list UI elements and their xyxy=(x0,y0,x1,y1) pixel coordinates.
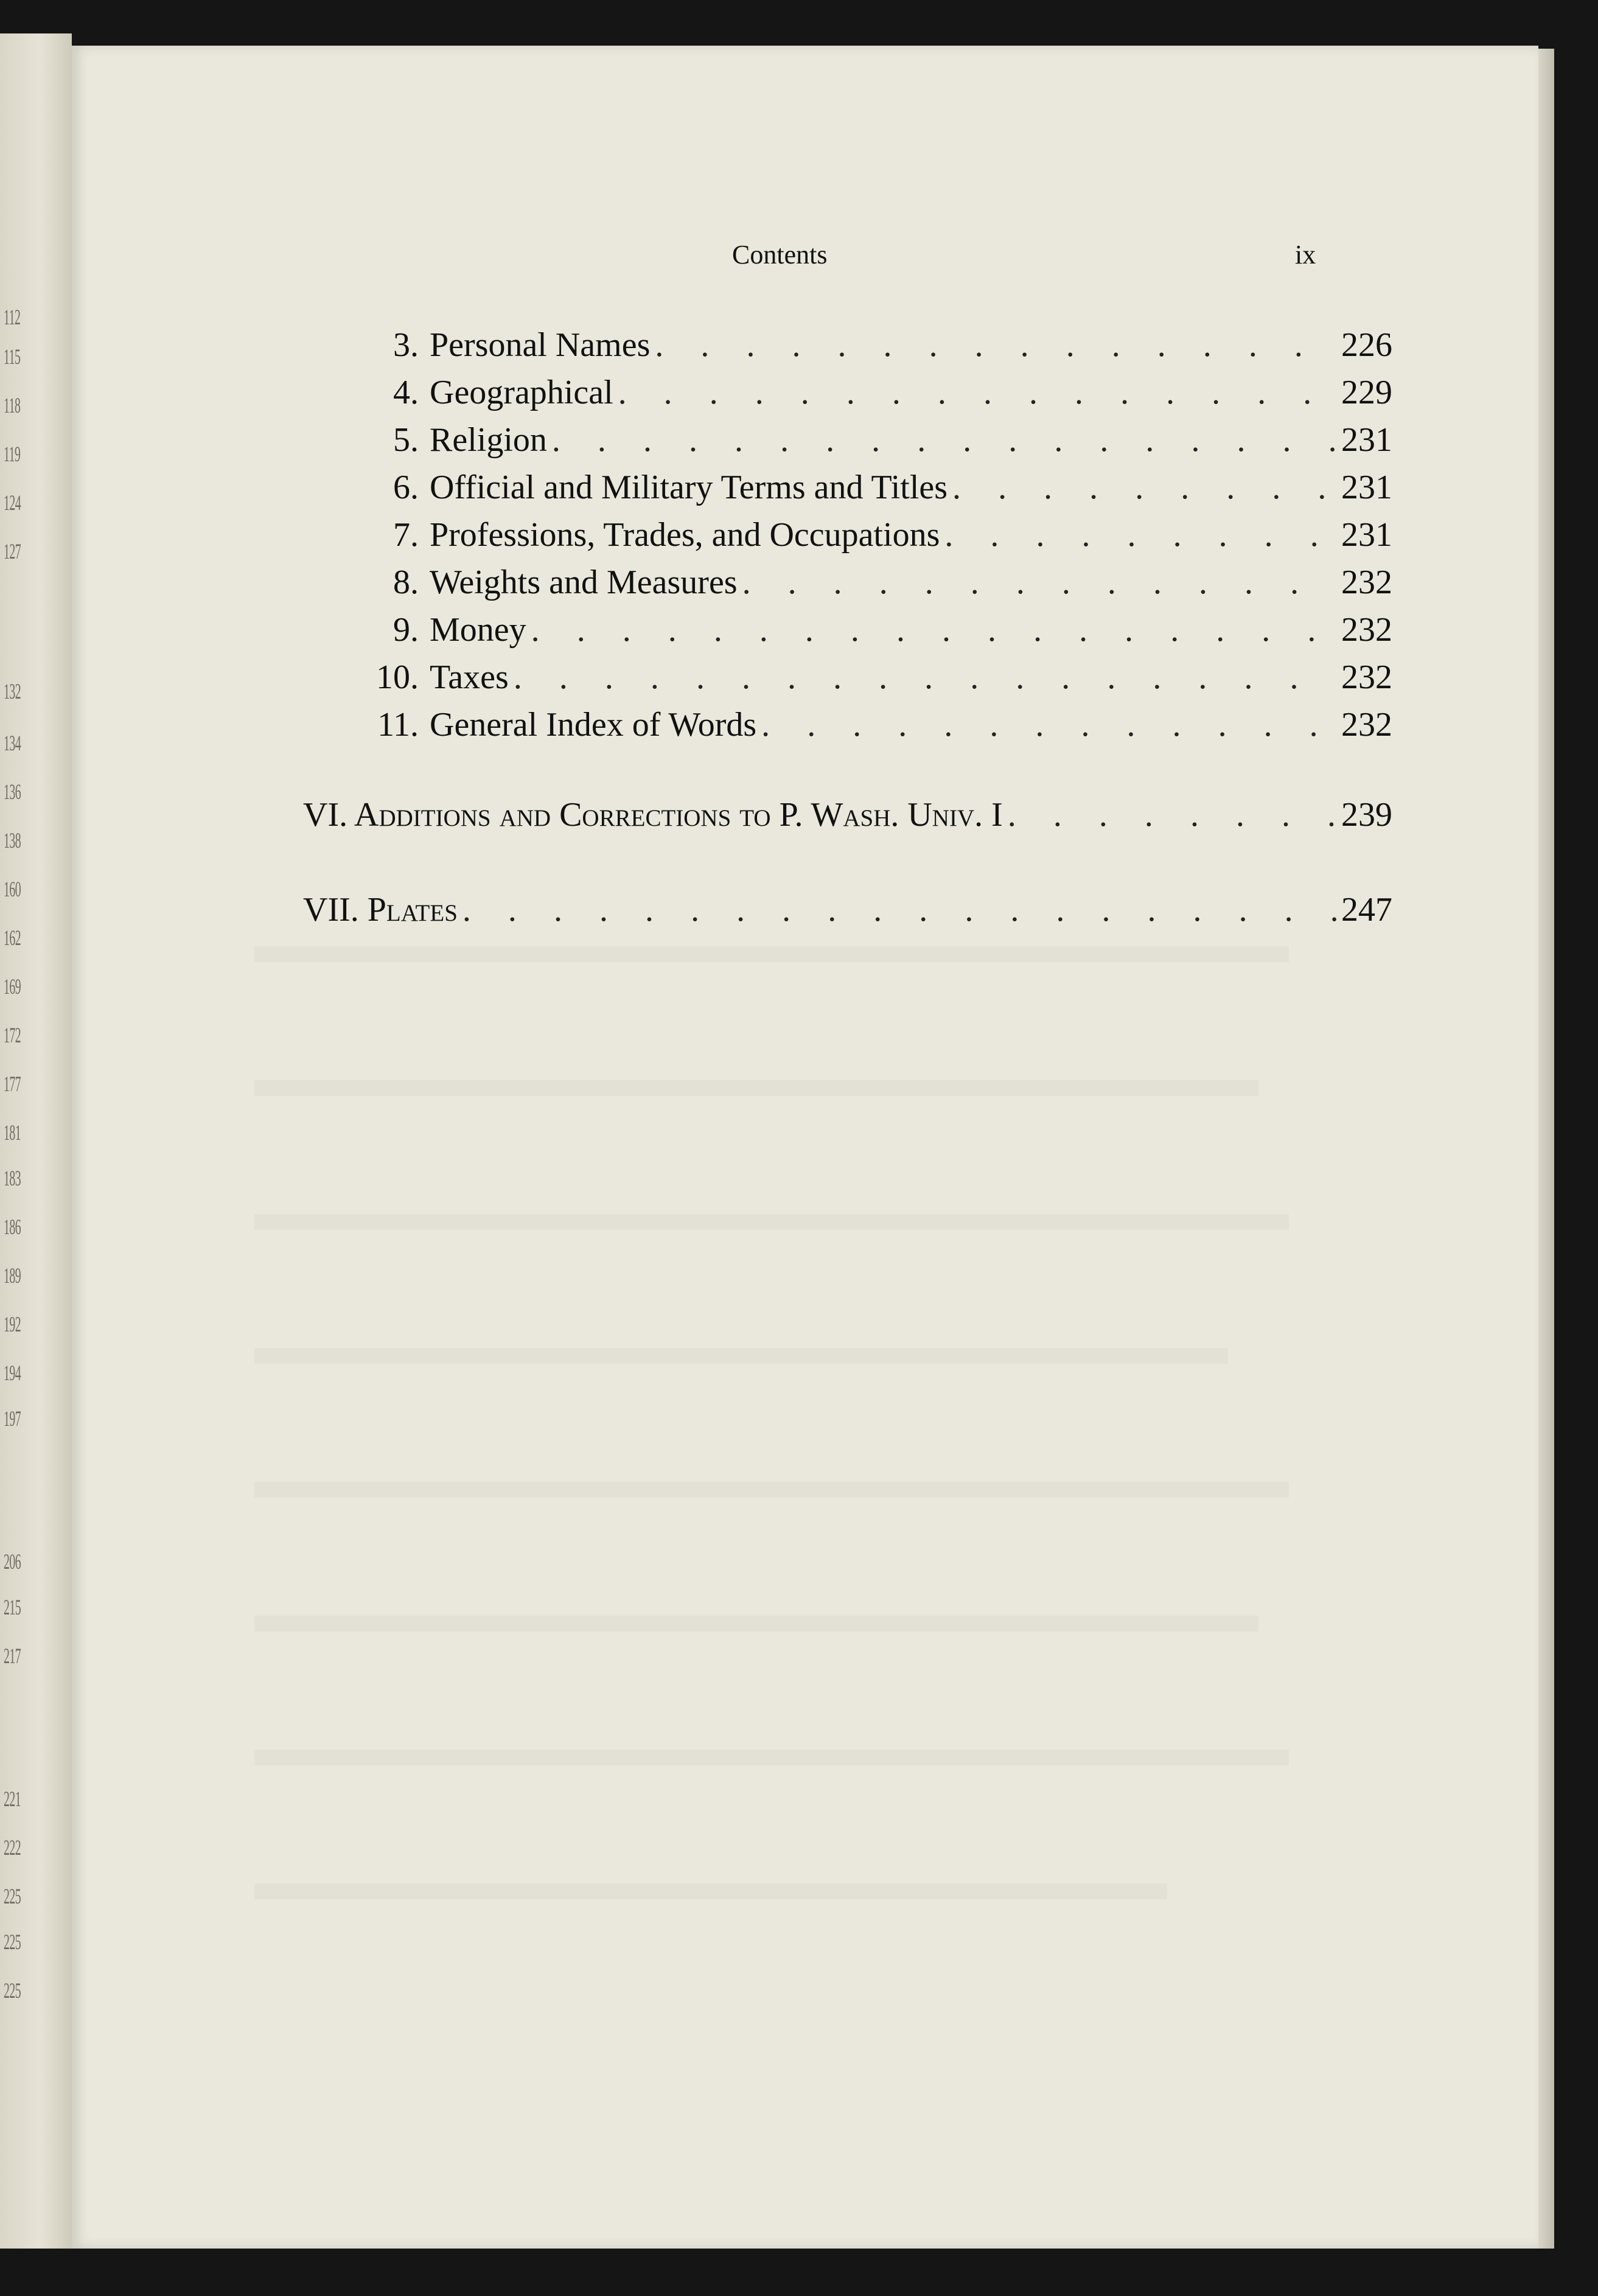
toc-entry-page: 231 xyxy=(1341,421,1392,459)
toc-entry-page: 232 xyxy=(1341,564,1392,601)
toc-entry-label: General Index of Words xyxy=(430,706,757,744)
margin-number: 169 xyxy=(4,974,21,999)
toc-entry xyxy=(364,326,1392,368)
margin-number: 124 xyxy=(4,490,21,515)
page-number: ix xyxy=(1295,240,1316,270)
toc-entry-label: Professions, Trades, and Occupations xyxy=(430,516,940,554)
toc-entry-number: 9. xyxy=(393,611,419,649)
running-header-title: Contents xyxy=(732,240,828,270)
toc-section-page: 247 xyxy=(1341,891,1392,929)
toc-entry-label: Taxes xyxy=(430,658,509,696)
toc-section-label: VII. Plates xyxy=(303,891,458,929)
toc-entry xyxy=(364,658,1392,700)
toc-entry xyxy=(364,468,1392,511)
margin-number: 172 xyxy=(4,1023,21,1047)
toc-entry-number: 3. xyxy=(393,326,419,364)
toc-leader-dots xyxy=(514,658,1336,697)
book-page xyxy=(72,46,1538,2249)
toc-leader-dots xyxy=(1008,795,1336,834)
toc-leader-dots xyxy=(742,563,1336,602)
margin-number: 115 xyxy=(4,344,21,369)
toc-section-page: 239 xyxy=(1341,796,1392,834)
margin-number: 162 xyxy=(4,926,21,950)
margin-number: 119 xyxy=(4,442,21,466)
toc-entry-label: Geographical xyxy=(430,374,613,411)
margin-number: 160 xyxy=(4,877,21,901)
margin-number: 222 xyxy=(4,1835,21,1860)
bleed-through xyxy=(254,1214,1289,1230)
toc-entry-label: Religion xyxy=(430,421,547,459)
toc-section xyxy=(303,890,1392,933)
toc-leader-dots xyxy=(952,468,1336,507)
bleed-through xyxy=(254,946,1289,962)
toc-entry-page: 231 xyxy=(1341,516,1392,554)
margin-number: 118 xyxy=(4,393,21,417)
bleed-through xyxy=(254,1750,1289,1765)
toc-entry-number: 11. xyxy=(377,706,419,744)
margin-number: 192 xyxy=(4,1312,21,1336)
toc-leader-dots xyxy=(462,890,1336,929)
margin-number: 206 xyxy=(4,1549,21,1574)
margin-number: 189 xyxy=(4,1263,21,1288)
margin-number: 225 xyxy=(4,1930,21,1954)
toc-entry xyxy=(364,705,1392,748)
toc-entry-label: Personal Names xyxy=(430,326,651,364)
margin-number: 183 xyxy=(4,1166,21,1190)
bleed-through xyxy=(254,1080,1258,1096)
toc-leader-dots xyxy=(552,420,1336,459)
toc-entry-label: Official and Military Terms and Titles xyxy=(430,469,948,506)
bleed-through xyxy=(254,1348,1228,1364)
toc-leader-dots xyxy=(944,515,1336,554)
toc-entry xyxy=(364,515,1392,558)
margin-number: 112 xyxy=(4,305,21,329)
toc-entry-number: 8. xyxy=(393,564,419,601)
toc-entry xyxy=(364,373,1392,416)
margin-number: 132 xyxy=(4,679,21,703)
margin-number: 127 xyxy=(4,539,21,564)
bleed-through xyxy=(254,1616,1258,1631)
bleed-through xyxy=(254,1482,1289,1498)
margin-number: 225 xyxy=(4,1884,21,1908)
toc-entry-number: 7. xyxy=(393,516,419,554)
toc-entry-page: 232 xyxy=(1341,658,1392,696)
margin-number: 225 xyxy=(4,1978,21,2003)
margin-number: 134 xyxy=(4,731,21,755)
margin-number: 197 xyxy=(4,1406,21,1431)
page-edge xyxy=(1538,49,1554,2249)
toc-leader-dots xyxy=(761,705,1336,744)
margin-number: 217 xyxy=(4,1644,21,1668)
toc-leader-dots xyxy=(618,373,1336,412)
margin-number: 136 xyxy=(4,780,21,804)
margin-number: 186 xyxy=(4,1215,21,1239)
toc-entry-number: 5. xyxy=(393,421,419,459)
toc-entry-page: 231 xyxy=(1341,469,1392,506)
toc-leader-dots xyxy=(531,610,1336,649)
toc-entry-number: 6. xyxy=(393,469,419,506)
toc-entry-number: 4. xyxy=(393,374,419,411)
margin-number: 221 xyxy=(4,1787,21,1811)
toc-entry-label: Money xyxy=(430,611,526,649)
facing-page-edge xyxy=(0,33,72,2249)
margin-number: 177 xyxy=(4,1072,21,1096)
toc-section-label: VI. Additions and Corrections to P. Wash. Univ. I xyxy=(303,796,1003,834)
bleed-through xyxy=(254,1883,1167,1899)
toc-entry xyxy=(364,420,1392,463)
margin-number: 215 xyxy=(4,1595,21,1619)
toc-leader-dots xyxy=(655,326,1336,365)
toc-entry xyxy=(364,610,1392,653)
toc-entry-label: Weights and Measures xyxy=(430,564,738,601)
margin-number: 138 xyxy=(4,828,21,853)
toc-entry-number: 10. xyxy=(376,658,419,696)
margin-number: 181 xyxy=(4,1120,21,1145)
toc-section xyxy=(303,795,1392,838)
toc-entry-page: 226 xyxy=(1341,326,1392,364)
toc-entry-page: 229 xyxy=(1341,374,1392,411)
margin-number: 194 xyxy=(4,1361,21,1385)
toc-entry-page: 232 xyxy=(1341,706,1392,744)
toc-entry-page: 232 xyxy=(1341,611,1392,649)
toc-entry xyxy=(364,563,1392,605)
